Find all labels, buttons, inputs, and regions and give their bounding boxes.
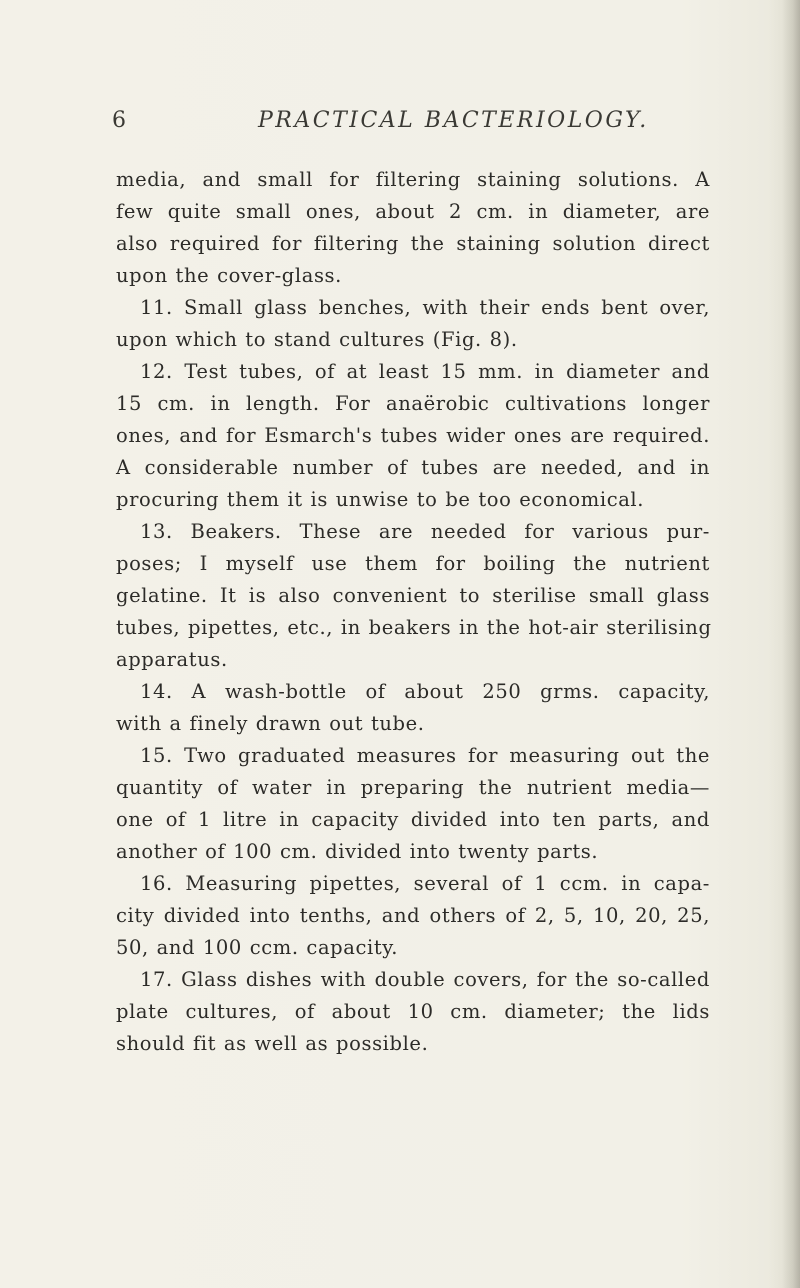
- text-line: media, and small for filtering staining solutions. A: [116, 168, 710, 191]
- text-line: 13. Beakers. These are needed for various pur-: [140, 520, 710, 543]
- text-line: upon the cover-glass.: [116, 264, 342, 287]
- page-header: [0, 108, 800, 138]
- body-text: [116, 164, 710, 1060]
- text-line: ones, and for Esmarch's tubes wider ones are required.: [116, 424, 710, 447]
- text-line: few quite small ones, about 2 cm. in diameter, are: [116, 200, 710, 223]
- text-line: 11. Small glass benches, with their ends bent over,: [140, 296, 710, 319]
- text-line: A considerable number of tubes are needed, and in: [116, 456, 710, 479]
- text-line: 16. Measuring pipettes, several of 1 ccm. in capa-: [140, 872, 710, 895]
- text-line: with a finely drawn out tube.: [116, 712, 425, 735]
- text-line: another of 100 cm. divided into twenty parts.: [116, 840, 599, 863]
- text-line: upon which to stand cultures (Fig. 8).: [116, 328, 518, 351]
- text-line: 15 cm. in length. For anaërobic cultivations longer: [116, 392, 710, 415]
- text-line: should fit as well as possible.: [116, 1032, 429, 1055]
- page-number: 6: [112, 108, 126, 133]
- running-head: PRACTICAL BACTERIOLOGY.: [258, 108, 649, 133]
- text-line: tubes, pipettes, etc., in beakers in the hot-air sterilising: [116, 616, 712, 639]
- page-edge-shadow: [782, 0, 800, 1288]
- text-line: one of 1 litre in capacity divided into ten parts, and: [116, 808, 710, 831]
- text-line: 50, and 100 ccm. capacity.: [116, 936, 399, 959]
- text-line: gelatine. It is also convenient to sterilise small glass: [116, 584, 710, 607]
- text-line: quantity of water in preparing the nutrient media—: [116, 776, 710, 799]
- text-line: plate cultures, of about 10 cm. diameter; the lids: [116, 1000, 710, 1023]
- text-line: city divided into tenths, and others of 2, 5, 10, 20, 25,: [116, 904, 710, 927]
- text-line: 15. Two graduated measures for measuring out the: [140, 744, 710, 767]
- text-line: 17. Glass dishes with double covers, for the so-called: [140, 968, 710, 991]
- text-line: also required for filtering the staining solution direct: [116, 232, 710, 255]
- text-line: 12. Test tubes, of at least 15 mm. in diameter and: [140, 360, 710, 383]
- text-line: apparatus.: [116, 648, 228, 671]
- text-line: poses; I myself use them for boiling the nutrient: [116, 552, 710, 575]
- text-line: procuring them it is unwise to be too economical.: [116, 488, 645, 511]
- text-line: 14. A wash-bottle of about 250 grms. capacity,: [140, 680, 710, 703]
